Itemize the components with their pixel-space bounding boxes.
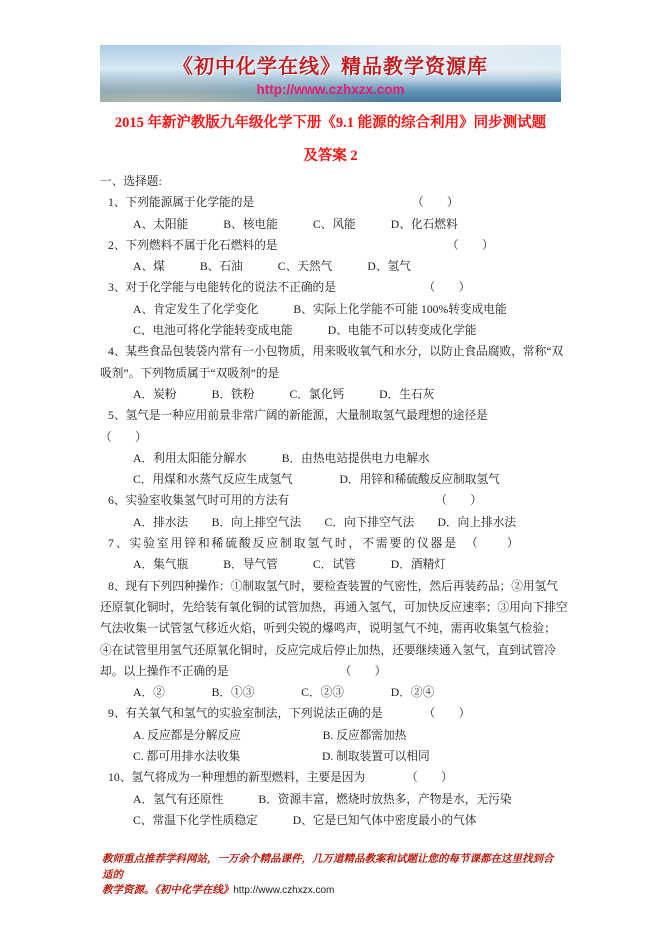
- question-2-stem: 2、下列燃料不属于化石燃料的是 （ ）: [108, 238, 494, 252]
- footer-promo-line2: [102, 883, 562, 899]
- question-6-stem: 6、实验室收集氢气时可用的方法有 （ ）: [108, 494, 482, 508]
- question-1-stem: 1、下列能源属于化学能的是 （ ）: [108, 196, 459, 210]
- banner-site-title: 《初中化学在线》精品教学资源库: [173, 56, 488, 78]
- question-10-options-cd: C、常温下化学性质稳定 D、它是已知气体中密度最小的气体: [133, 813, 477, 827]
- question-4-options: A．炭粉 B．铁粉 C．氯化钙 D．生石灰: [133, 387, 435, 401]
- question-8-stem-line5: 却。以上操作不正确的是 （ ）: [100, 664, 387, 678]
- question-7-options: A．集气瓶 B．导气管 C．试管 D．酒精灯: [133, 558, 446, 572]
- footer-promo-line2-text: 教学资源。《初中化学在线》: [102, 885, 234, 896]
- document-title: [0, 107, 661, 173]
- document-title-line2: 及答案 2: [303, 148, 358, 164]
- question-5-options-cd: C．用煤和水蒸气反应生成氢气 D．用锌和稀硫酸反应制取氢气: [133, 473, 500, 487]
- banner-site-url: http://www.czhxzx.com: [256, 82, 405, 97]
- question-2-options: A、煤 B、石油 C、天然气 D、氢气: [133, 260, 411, 274]
- question-3-options-ab: A、肯定发生了化学变化 B、实际上化学能不可能 100%转变成电能: [133, 302, 507, 316]
- question-1-options: A、太阳能 B、核电能 C、风能 D、化石燃料: [133, 217, 458, 231]
- footer-site-url: http://www.czhxzx.com: [233, 885, 335, 896]
- question-10-stem: 10、氢气将成为一种理想的新型燃料，主要是因为 （ ）: [108, 771, 453, 785]
- question-10-options-ab: A．氢气有还原性 B．资源丰富，燃烧时放热多，产物是水，无污染: [133, 792, 512, 806]
- page-footer: [102, 852, 562, 899]
- question-9-options-cd: C. 都可用排水法收集 D. 制取装置可以相同: [133, 750, 430, 764]
- question-5-stem: 5、氢气是一种应用前景非常广阔的新能源，大量制取氢气最理想的途径是: [108, 409, 488, 423]
- question-9-stem: 9、有关氧气和氢气的实验室制法，下列说法正确的是 （ ）: [108, 707, 471, 721]
- question-8-stem-line4: ④在试管里用氢气还原氧化铜时，反应完成后停止加热，还要继续通入氢气，直到试管冷: [100, 643, 556, 657]
- question-9-options-ab: A. 反应都是分解反应 B. 反应都需加热: [133, 728, 407, 742]
- section-heading: 一、选择题:: [100, 175, 162, 188]
- question-6-options: A．排水法 B．向上排空气法 C．向下排空气法 D．向上排水法: [133, 515, 517, 529]
- question-8-stem-line3: 气法收集一试管氢气移近火焰，听到尖锐的爆鸣声，说明氢气不纯，需再收集氢气检验；: [100, 622, 556, 636]
- document-title-line1: 2015 年新沪教版九年级化学下册《9.1 能源的综合利用》同步测试题: [114, 115, 547, 131]
- footer-promo-line1: 教师重点推荐学科网站，一万余个精品课件，几万道精品教案和试题让您的每节课都在这里找到合适的: [102, 854, 554, 881]
- question-5-options-ab: A．利用太阳能分解水 B．由热电站提供电力电解水: [133, 451, 430, 465]
- question-8-stem-line1: 8、现有下列四种操作：①制取氢气时，要检查装置的气密性，然后再装药品；②用氢气: [108, 579, 558, 593]
- question-4-stem-line1: 4、某些食品包装袋内常有一小包物质，用来吸收氧气和水分，以防止食品腐败，常称“双: [108, 345, 564, 359]
- question-3-stem: 3、对于化学能与电能转化的说法不正确的是 （ ）: [108, 281, 471, 295]
- question-list: [100, 171, 575, 831]
- question-7-stem: 7、实验室用锌和稀硫酸反应制取氢气时，不需要的仪器是 （ ）: [108, 537, 521, 551]
- site-banner-image: [100, 45, 561, 102]
- question-5-answer-bracket: （ ）: [100, 430, 147, 444]
- question-3-options-cd: C、电池可将化学能转变成电能 D、电能不可以转变成化学能: [133, 324, 477, 338]
- question-8-stem-line2: 还原氧化铜时，先给装有氧化铜的试管加热，再通入氢气，可加快反应速率；③用向下排空: [100, 600, 568, 614]
- question-8-options: A．② B．①③ C．②③ D．②④: [133, 686, 435, 700]
- question-4-stem-line2: 吸剂”。下列物质属于“双吸剂”的是: [100, 366, 280, 380]
